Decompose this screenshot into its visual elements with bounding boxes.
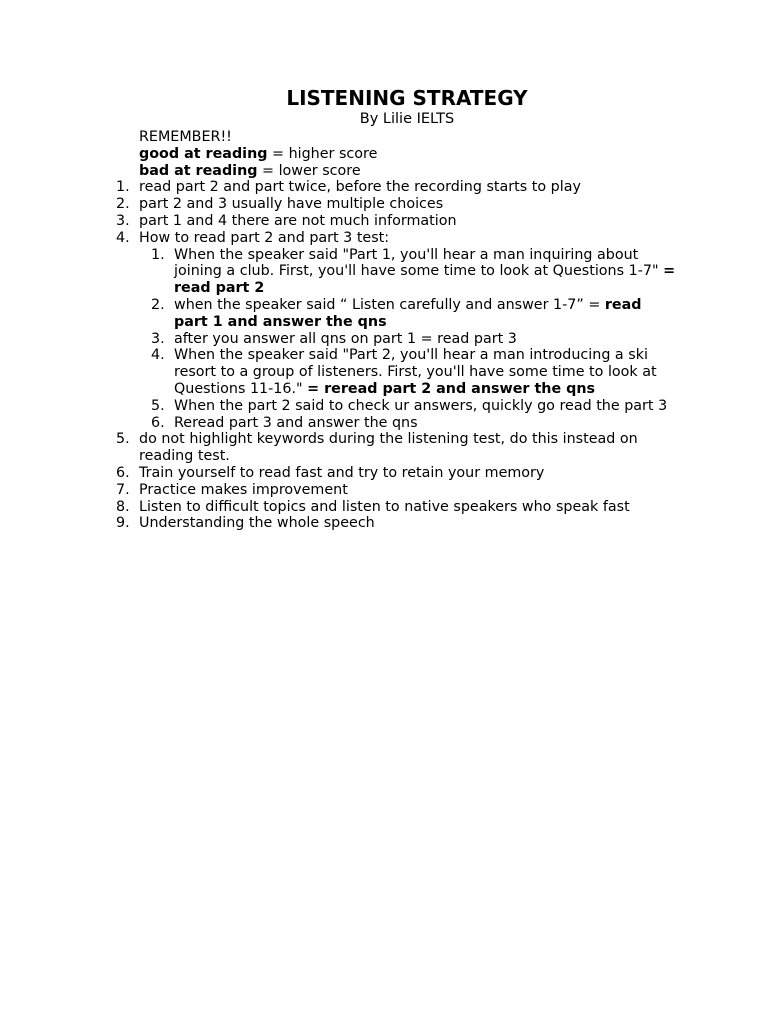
sub-list-item-bold: read (604, 296, 642, 313)
list-item-text: do not highlight keywords during the listening test, do this instead on (139, 431, 638, 448)
sub-list-item-text: joining a club. First, you'll have some time to look at Questions 1-7" (174, 263, 664, 280)
list-item (0, 179, 768, 196)
sub-list-item-text: When the part 2 said to check ur answers, quickly go read the part 3 (174, 397, 668, 414)
sub-list-item-text: Reread part 3 and answer the qns (174, 414, 418, 431)
list-item-number: 6. (116, 464, 130, 481)
list-item (0, 230, 768, 247)
rule-good-line (0, 146, 768, 163)
sub-list-item (0, 398, 768, 415)
list-item-text: part 1 and 4 there are not much information (139, 212, 457, 229)
list-item-text: Understanding the whole speech (139, 515, 375, 532)
list-item-text: How to read part 2 and part 3 test: (139, 229, 390, 246)
list-item-continuation (0, 448, 768, 465)
list-item-text: Practice makes improvement (139, 481, 348, 498)
sub-list-item-number: 6. (151, 414, 165, 431)
list-item-number: 8. (116, 498, 130, 515)
sub-list-item-continuation (0, 314, 768, 331)
sub-list-item (0, 415, 768, 432)
sub-list-item-text: Questions 11-16." (174, 380, 308, 397)
document-body (0, 129, 768, 532)
rule-good-rest: = higher score (267, 145, 378, 162)
rule-bad-line (0, 163, 768, 180)
list-item (0, 196, 768, 213)
sub-list-item (0, 347, 768, 364)
list-item (0, 213, 768, 230)
list-item-text: part 2 and 3 usually have multiple choices (139, 196, 444, 213)
sub-list-item-continuation (0, 263, 768, 280)
rule-bad-rest: = lower score (257, 162, 361, 179)
list-item-text: read part 2 and part twice, before the recording starts to play (139, 179, 581, 196)
sub-list-item-continuation (0, 364, 768, 381)
list-item-number: 7. (116, 481, 130, 498)
list-item-number: 4. (116, 229, 130, 246)
sub-list-item-bold: = reread part 2 and answer the qns (307, 380, 596, 397)
list-item-number: 9. (116, 515, 130, 532)
list-item-number: 1. (116, 179, 130, 196)
list-item (0, 465, 768, 482)
rule-good-bold: good at reading (139, 145, 268, 162)
sub-list-item-text: When the speaker said "Part 2, you'll hear a man introducing a ski (174, 347, 648, 364)
document-subtitle: By Lilie IELTS (359, 111, 455, 127)
remember-text: REMEMBER!! (139, 129, 232, 145)
sub-list-item-text: when the speaker said “ Listen carefully and answer 1-7” = (174, 296, 605, 313)
list-item-number: 2. (116, 196, 130, 213)
sub-list-item-number: 2. (151, 296, 165, 313)
list-item-number: 5. (116, 431, 130, 448)
list-item (0, 515, 768, 532)
sub-list-item-bold: = (663, 263, 676, 280)
list-item (0, 431, 768, 448)
sub-list-item-number: 5. (151, 397, 165, 414)
sub-list-item-number: 3. (151, 330, 165, 347)
list-item (0, 499, 768, 516)
sub-list-item (0, 247, 768, 264)
rule-bad-bold: bad at reading (139, 162, 258, 179)
sub-list-item (0, 331, 768, 348)
sub-list-item-text: resort to a group of listeners. First, you'll have some time to look at (174, 364, 657, 381)
sub-list-item-text: after you answer all qns on part 1 = read part 3 (174, 330, 517, 347)
list-item-text: Train yourself to read fast and try to retain your memory (139, 464, 545, 481)
list-item (0, 482, 768, 499)
sub-list-item-number: 1. (151, 246, 165, 263)
sub-list-item-number: 4. (151, 347, 165, 364)
sub-list-item-bold: part 1 and answer the qns (174, 313, 387, 330)
sub-list-item-bold: read part 2 (174, 280, 265, 297)
sub-list-item-continuation (0, 280, 768, 297)
sub-list-item (0, 297, 768, 314)
list-item-number: 3. (116, 212, 130, 229)
list-item-text: reading test. (139, 448, 230, 465)
remember-line (0, 129, 768, 146)
list-item-text: Listen to difficult topics and listen to native speakers who speak fast (139, 498, 630, 515)
document-title: LISTENING STRATEGY (286, 86, 528, 110)
sub-list-item-continuation (0, 381, 768, 398)
sub-list-item-text: When the speaker said "Part 1, you'll hear a man inquiring about (174, 246, 639, 263)
